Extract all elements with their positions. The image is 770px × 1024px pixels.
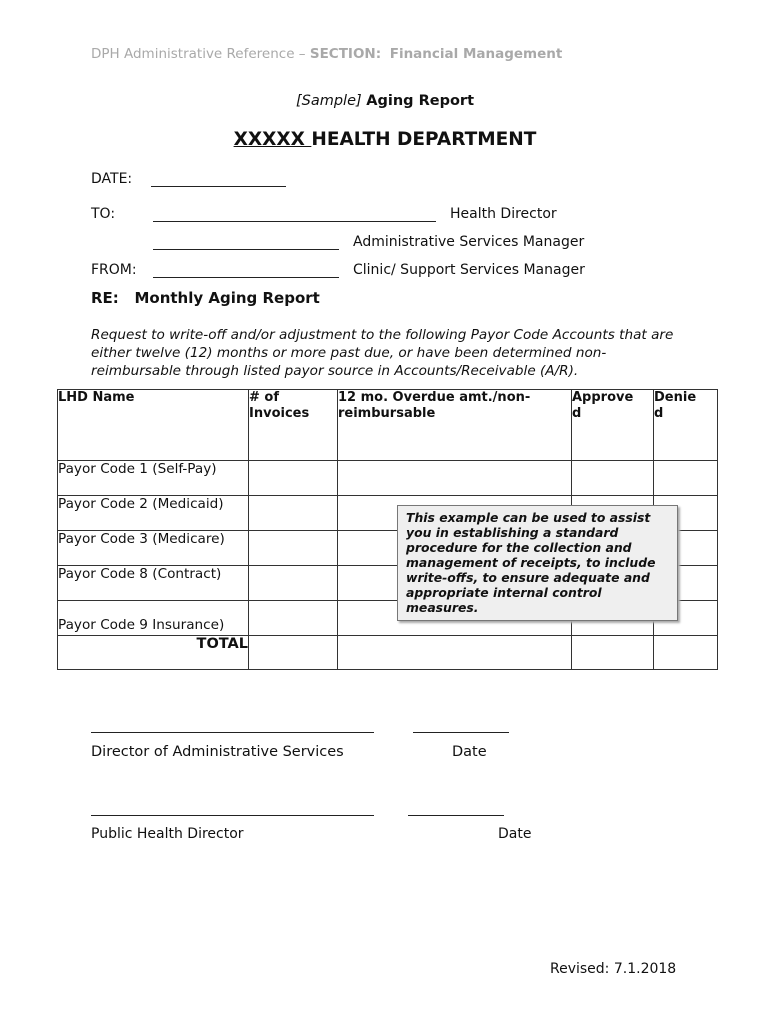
approved-cell[interactable]: [572, 461, 654, 496]
approved-total-cell[interactable]: [572, 636, 654, 670]
to-role-2: Administrative Services Manager: [353, 234, 585, 250]
row-label: Payor Code 3 (Medicare): [58, 531, 249, 566]
row-label: Payor Code 9 Insurance): [58, 601, 249, 636]
to-role-1: Health Director: [450, 206, 557, 222]
to-field-1[interactable]: [153, 221, 436, 222]
overdue-header-text: 12 mo. Overdue amt./non-reimbursable: [338, 390, 531, 421]
invoices-header-text: # of Invoices: [249, 390, 310, 421]
col-header-invoices: [249, 390, 338, 461]
total-row: [58, 636, 718, 670]
col-header-denied: [654, 390, 718, 461]
row-label: Payor Code 1 (Self-Pay): [58, 461, 249, 496]
to-label: TO:: [91, 206, 116, 222]
date-field[interactable]: [151, 186, 286, 187]
denied-cell[interactable]: [654, 461, 718, 496]
date-label: DATE:: [91, 171, 133, 187]
re-line: [91, 289, 320, 307]
col-header-approved: [572, 390, 654, 461]
department-name: HEALTH DEPARTMENT: [311, 129, 537, 150]
department-title: [0, 129, 770, 150]
row-label: Payor Code 8 (Contract): [58, 566, 249, 601]
invoices-cell[interactable]: [249, 461, 338, 496]
denied-total-cell[interactable]: [654, 636, 718, 670]
revised-date: Revised: 7.1.2018: [550, 961, 677, 977]
denied-header-text: Denie d: [654, 390, 697, 421]
from-field[interactable]: [153, 277, 339, 278]
to-field-2[interactable]: [153, 249, 339, 250]
signature-line-1[interactable]: [91, 732, 374, 733]
table-header-row: [58, 390, 718, 461]
invoices-cell[interactable]: [249, 601, 338, 636]
instruction-note: This example can be used to assist you in establishing a standard procedure for the collection and management of receipts, to include write-offs, to ensure adequate and appropriate internal control measures.: [397, 505, 678, 621]
row-label: Payor Code 2 (Medicaid): [58, 496, 249, 531]
table-row: [58, 461, 718, 496]
invoices-cell[interactable]: [249, 496, 338, 531]
col-header-overdue: [338, 390, 572, 461]
total-label: TOTAL: [58, 636, 249, 670]
sample-label: [Sample]: [295, 93, 362, 109]
from-label: FROM:: [91, 262, 137, 278]
overdue-cell[interactable]: [338, 461, 572, 496]
signature-title-2: Public Health Director: [91, 826, 244, 842]
date-line-2[interactable]: [408, 815, 504, 816]
header-prefix: DPH Administrative Reference –: [91, 46, 310, 62]
approved-header-text: Approve d: [572, 390, 634, 421]
from-role: Clinic/ Support Services Manager: [353, 262, 585, 278]
report-name: Aging Report: [366, 93, 475, 109]
invoices-cell[interactable]: [249, 566, 338, 601]
invoices-total-cell[interactable]: [249, 636, 338, 670]
signature-line-2[interactable]: [91, 815, 374, 816]
document-header: [91, 46, 562, 62]
date-line-1[interactable]: [413, 732, 509, 733]
header-section-label: SECTION:: [309, 46, 382, 62]
invoices-cell[interactable]: [249, 531, 338, 566]
request-paragraph: Request to write-off and/or adjustment to the following Payor Code Accounts that are either twelve (12) months or more past due, or have been determined non-reimbursable through listed payor source in Accounts/Receivable (A/R).: [91, 327, 674, 379]
re-label: RE:: [91, 289, 119, 307]
re-subject: Monthly Aging Report: [134, 289, 320, 307]
signature-date-label-2: Date: [498, 826, 532, 842]
report-title: [0, 93, 770, 109]
department-placeholder: XXXXX: [233, 129, 312, 150]
col-header-lhd-name: LHD Name: [58, 390, 249, 461]
header-section-name: Financial Management: [389, 46, 563, 62]
signature-title-1: Director of Administrative Services: [91, 744, 344, 760]
signature-date-label-1: Date: [452, 744, 487, 760]
overdue-total-cell[interactable]: [338, 636, 572, 670]
